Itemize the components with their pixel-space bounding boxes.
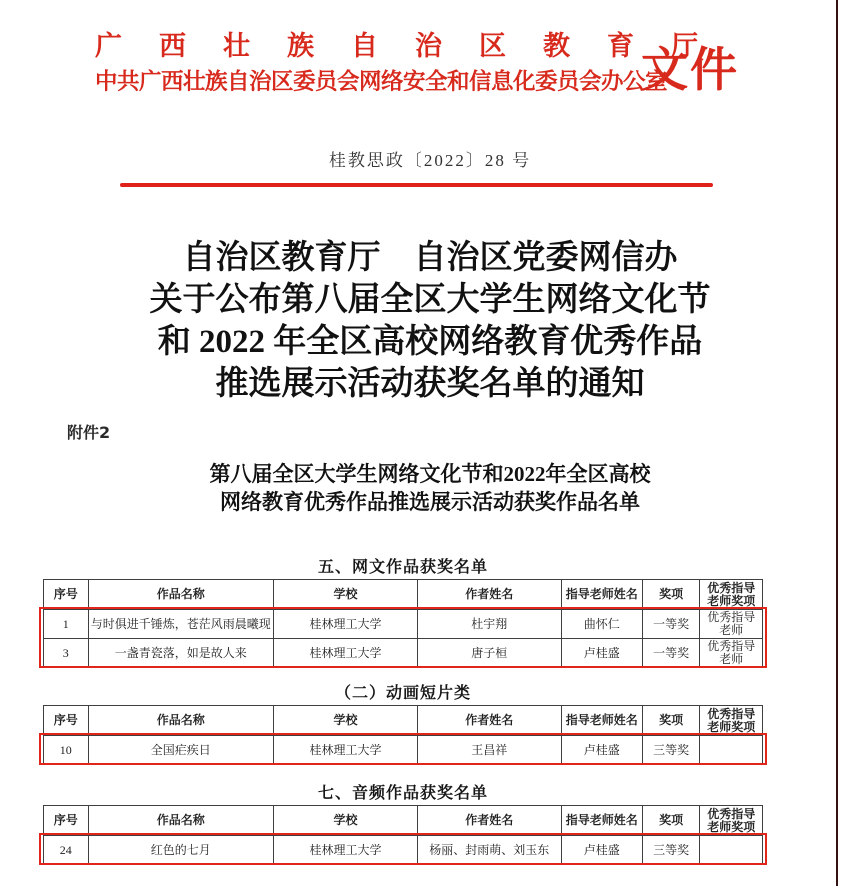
column-header: 序号 [44, 706, 89, 736]
document-mark: 文件 [641, 45, 739, 97]
table-cell: 卢桂盛 [561, 639, 642, 668]
document-title-line: 自治区教育厅 自治区党委网信办 [182, 240, 678, 276]
table-cell: 三等奖 [642, 836, 700, 865]
column-header: 指导老师姓名 [561, 706, 642, 736]
document-title-line: 和 2022 年全区高校网络教育优秀作品 [157, 324, 703, 360]
table-cell: 优秀指导老师 [700, 610, 763, 639]
column-header: 作者姓名 [417, 806, 561, 836]
column-header: 奖项 [642, 806, 700, 836]
column-header: 序号 [44, 806, 89, 836]
table-cell: 一等奖 [642, 639, 700, 668]
award-section-animation [43, 682, 763, 765]
table-header-row [44, 706, 763, 736]
column-header: 优秀指导老师奖项 [700, 706, 763, 736]
table-cell: 曲怀仁 [561, 610, 642, 639]
column-header: 指导老师姓名 [561, 806, 642, 836]
column-header: 作品名称 [88, 580, 274, 610]
column-header: 作者姓名 [417, 706, 561, 736]
page-edge-line [836, 0, 838, 886]
table-row [44, 610, 763, 639]
column-header: 优秀指导老师奖项 [700, 580, 763, 610]
column-header: 作品名称 [88, 806, 274, 836]
table-header-row [44, 806, 763, 836]
table-cell: 桂林理工大学 [274, 836, 418, 865]
column-header: 学校 [274, 706, 418, 736]
table-cell: 24 [44, 836, 89, 865]
award-table [43, 705, 763, 765]
table-cell: 一等奖 [642, 610, 700, 639]
document-title-line: 关于公布第八届全区大学生网络文化节 [149, 282, 711, 318]
issuing-org-line2: 中共广西壮族自治区委员会网络安全和信息化委员会办公室 [95, 69, 668, 94]
document-title [20, 237, 840, 405]
letterhead-divider-rule [120, 183, 713, 187]
column-header: 学校 [274, 580, 418, 610]
award-table [43, 805, 763, 865]
table-cell: 杨丽、封雨萌、刘玉东 [417, 836, 561, 865]
table-cell: 卢桂盛 [561, 736, 642, 765]
table-cell: 桂林理工大学 [274, 610, 418, 639]
section-title: 七、音频作品获奖名单 [317, 783, 488, 802]
table-cell: 桂林理工大学 [274, 639, 418, 668]
section-title: （二）动画短片类 [334, 683, 471, 702]
table-cell: 一盏青瓷落，如是故人来 [88, 639, 274, 668]
column-header: 序号 [44, 580, 89, 610]
column-header: 奖项 [642, 580, 700, 610]
table-cell: 三等奖 [642, 736, 700, 765]
attachment-subtitle-line: 第八届全区大学生网络文化节和2022年全区高校 [209, 462, 651, 486]
issuing-org-line1: 广西壮族自治区教育厅 [95, 31, 735, 61]
table-cell: 杜宇翔 [417, 610, 561, 639]
table-cell: 3 [44, 639, 89, 668]
table-cell: 王昌祥 [417, 736, 561, 765]
table-row [44, 836, 763, 865]
table-cell [700, 836, 763, 865]
award-section-audio [43, 782, 763, 865]
table-cell: 唐子桓 [417, 639, 561, 668]
column-header: 优秀指导老师奖项 [700, 806, 763, 836]
table-cell: 桂林理工大学 [274, 736, 418, 765]
table-cell: 优秀指导老师 [700, 639, 763, 668]
table-cell: 1 [44, 610, 89, 639]
document-title-line: 推选展示活动获奖名单的通知 [215, 366, 645, 402]
attachment-subtitle [20, 460, 840, 516]
table-cell: 全国疟疾日 [88, 736, 274, 765]
column-header: 指导老师姓名 [561, 580, 642, 610]
column-header: 学校 [274, 806, 418, 836]
award-section-webliterature [43, 556, 763, 668]
column-header: 奖项 [642, 706, 700, 736]
table-row [44, 736, 763, 765]
table-cell: 红色的七月 [88, 836, 274, 865]
document-number: 桂教思政〔2022〕28 号 [328, 151, 532, 170]
table-cell: 与时俱进千锤炼，苍茫风雨晨曦现 [88, 610, 274, 639]
attachment-label: 附件2 [67, 423, 111, 442]
table-row [44, 639, 763, 668]
table-cell [700, 736, 763, 765]
section-title: 五、网文作品获奖名单 [317, 557, 488, 576]
column-header: 作者姓名 [417, 580, 561, 610]
table-cell: 10 [44, 736, 89, 765]
award-table [43, 579, 763, 668]
table-header-row [44, 580, 763, 610]
column-header: 作品名称 [88, 706, 274, 736]
attachment-subtitle-line: 网络教育优秀作品推选展示活动获奖作品名单 [220, 490, 640, 514]
table-cell: 卢桂盛 [561, 836, 642, 865]
